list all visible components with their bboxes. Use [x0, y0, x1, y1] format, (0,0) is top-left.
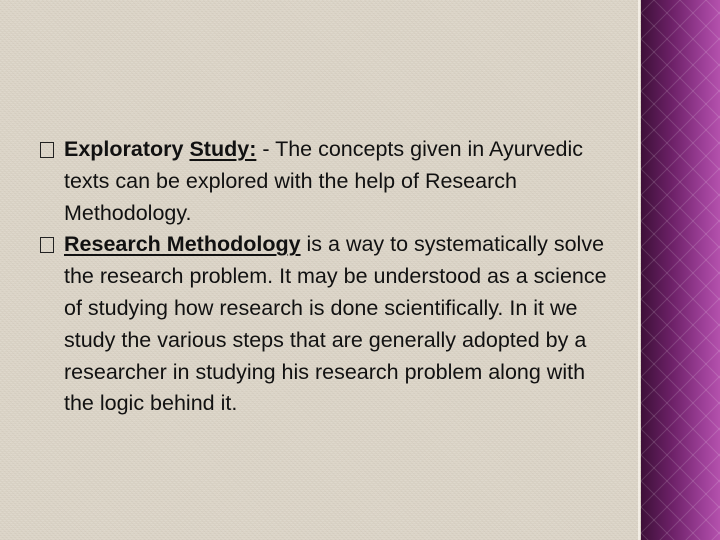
diamond-shape [667, 416, 693, 442]
exploratory-term: Exploratory [64, 137, 184, 161]
diamond-shape [693, 286, 719, 312]
diamond-shape [641, 52, 667, 78]
diamond-shape [693, 260, 719, 286]
diamond-shape [641, 520, 667, 540]
diamond-shape [667, 494, 693, 520]
diamond-shape [667, 78, 693, 104]
diamond-shape [667, 390, 693, 416]
slide-body [40, 134, 620, 420]
diamond-shape [641, 338, 667, 364]
diamond-shape [667, 442, 693, 468]
diamond-shape [693, 416, 719, 442]
diamond-shape [693, 364, 719, 390]
diamond-shape [693, 156, 719, 182]
diamond-shape [693, 0, 719, 26]
diamond-shape [641, 26, 667, 52]
diamond-shape [693, 52, 719, 78]
diamond-shape [667, 208, 693, 234]
diamond-shape [641, 390, 667, 416]
diamond-shape [641, 442, 667, 468]
diamond-shape [667, 260, 693, 286]
diamond-shape [667, 468, 693, 494]
diamond-shape [667, 0, 693, 26]
diamond-shape [641, 208, 667, 234]
diamond-shape [667, 312, 693, 338]
diamond-shape [641, 130, 667, 156]
diamond-shape [693, 208, 719, 234]
diamond-shape [641, 416, 667, 442]
diamond-shape [641, 468, 667, 494]
diamond-shape [641, 156, 667, 182]
diamond-shape [693, 442, 719, 468]
diamond-shape [667, 364, 693, 390]
diamond-shape [693, 234, 719, 260]
research-methodology-description: is a way to systematically solve the research problem. It may be understood as a science of studying how research is done scientifically. In it we study the various steps that are generally adopted by a researcher in studying his research problem along with the logic behind it. [64, 232, 607, 416]
panel-divider [638, 0, 640, 540]
diamond-shape [693, 182, 719, 208]
bullet-exploratory-study [40, 134, 620, 229]
diamond-shape [693, 26, 719, 52]
diamond-shape [667, 234, 693, 260]
diamond-shape [667, 520, 693, 540]
diamond-shape [667, 338, 693, 364]
square-bullet-icon [40, 237, 54, 253]
diamond-shape [693, 130, 719, 156]
diamond-shape [667, 130, 693, 156]
diamond-shape [641, 234, 667, 260]
diamond-shape [641, 312, 667, 338]
diamond-shape [693, 104, 719, 130]
diamond-shape [641, 286, 667, 312]
diamond-shape [693, 312, 719, 338]
diamond-shape [641, 104, 667, 130]
exploratory-description: - The concepts given in Ayurvedic texts can be explored with the help of Research Methodology. [64, 137, 584, 225]
study-term: Study: [189, 137, 257, 161]
research-methodology-term: Research Methodology [64, 232, 301, 257]
diamond-shape [641, 494, 667, 520]
diamond-shape [641, 78, 667, 104]
diamond-shape [667, 52, 693, 78]
diamond-shape [641, 0, 667, 26]
diamond-shape [641, 182, 667, 208]
diamond-shape [667, 286, 693, 312]
diamond-shape [641, 260, 667, 286]
diamond-shape [667, 156, 693, 182]
diamond-shape [693, 494, 719, 520]
diamond-pattern-icon [641, 0, 720, 540]
square-bullet-icon [40, 142, 54, 158]
bullet-research-methodology [40, 229, 620, 420]
diamond-shape [667, 26, 693, 52]
diamond-shape [693, 468, 719, 494]
diamond-shape [693, 390, 719, 416]
diamond-shape [693, 520, 719, 540]
diamond-shape [667, 182, 693, 208]
diamond-shape [693, 338, 719, 364]
decorative-side-panel [641, 0, 720, 540]
diamond-shape [693, 78, 719, 104]
diamond-shape [667, 104, 693, 130]
diamond-shape [641, 364, 667, 390]
